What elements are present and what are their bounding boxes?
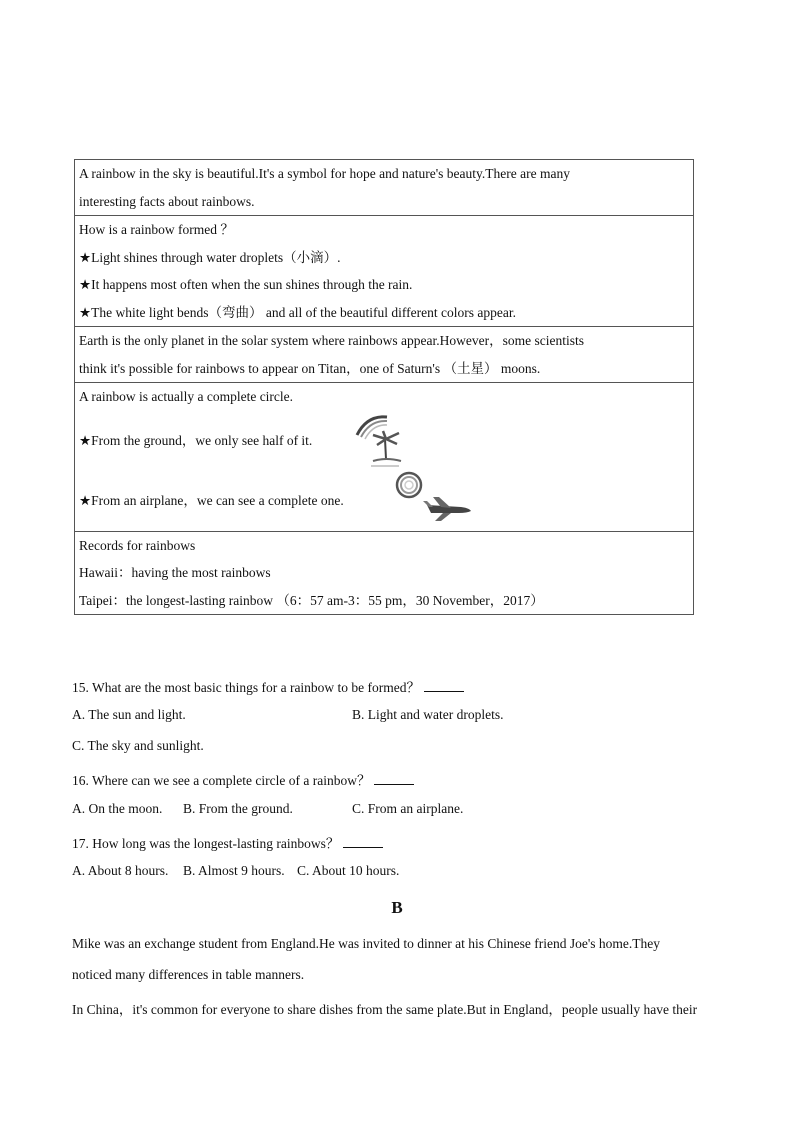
formation-section <box>75 216 693 327</box>
intro-line: interesting facts about rainbows. <box>79 193 255 209</box>
option-a[interactable]: A. About 8 hours. <box>72 863 169 878</box>
option-a[interactable]: A. The sun and light. <box>72 707 186 722</box>
full-rainbow-airplane-image <box>391 471 481 531</box>
airplane-view-row <box>79 471 689 531</box>
question-17 <box>72 832 383 852</box>
circle-title: A rainbow is actually a complete circle. <box>79 389 294 404</box>
question-text: 17. How long was the longest-lasting rainbows？ <box>72 836 340 851</box>
circle-section <box>75 383 693 532</box>
record-taipei: Taipei：the longest-lasting rainbow （6：57 am-3：55 pm，30 November，2017） <box>79 592 544 608</box>
half-rainbow-palm-image <box>353 411 433 471</box>
records-section <box>75 532 693 615</box>
records-title: Records for rainbows <box>79 537 196 553</box>
intro-line: A rainbow in the sky is beautiful.It's a symbol for hope and nature's beauty.There are many <box>79 166 570 181</box>
answer-blank[interactable] <box>374 774 414 785</box>
answer-blank[interactable] <box>424 681 464 692</box>
formation-fact: ★It happens most often when the sun shines through the rain. <box>79 277 413 292</box>
passage-line: In China，it's common for everyone to share dishes from the same plate.But in England，people usually have their <box>72 1002 698 1017</box>
intro-section <box>75 160 693 216</box>
option-c[interactable]: C. From an airplane. <box>352 801 464 816</box>
formation-fact: ★Light shines through water droplets（小滴）. <box>79 249 341 265</box>
option-c[interactable]: C. The sky and sunlight. <box>72 738 204 753</box>
option-c[interactable]: C. About 10 hours. <box>297 863 400 878</box>
question-text: 16. Where can we see a complete circle of a rainbow？ <box>72 773 371 788</box>
earth-line: think it's possible for rainbows to appear on Titan，one of Saturn's （土星） moons. <box>79 360 541 376</box>
ground-view-text: ★From the ground，we only see half of it. <box>79 432 313 448</box>
option-b[interactable]: B. Almost 9 hours. <box>183 863 285 878</box>
answer-blank[interactable] <box>343 837 383 848</box>
option-b[interactable]: B. From the ground. <box>183 801 293 816</box>
passage-line: noticed many differences in table manners. <box>72 967 305 982</box>
section-b-heading: B <box>391 898 403 917</box>
formation-question: How is a rainbow formed ？ <box>79 222 234 237</box>
option-a[interactable]: A. On the moon. <box>72 801 163 816</box>
question-16 <box>72 769 414 789</box>
airplane-view-text: ★From an airplane，we can see a complete one. <box>79 492 344 508</box>
question-15 <box>72 676 464 696</box>
record-hawaii: Hawaii：having the most rainbows <box>79 565 271 580</box>
rainbow-facts-table <box>74 159 694 615</box>
earth-section <box>75 327 693 383</box>
passage-line: Mike was an exchange student from England.He was invited to dinner at his Chinese friend Joe's home.They <box>72 936 661 951</box>
earth-line: Earth is the only planet in the solar system where rainbows appear.However，some scientists <box>79 333 584 348</box>
question-text: 15. What are the most basic things for a rainbow to be formed？ <box>72 680 421 695</box>
ground-view-row <box>79 411 689 471</box>
option-b[interactable]: B. Light and water droplets. <box>352 707 504 722</box>
formation-fact: ★The white light bends（弯曲） and all of the beautiful different colors appear. <box>79 304 516 320</box>
